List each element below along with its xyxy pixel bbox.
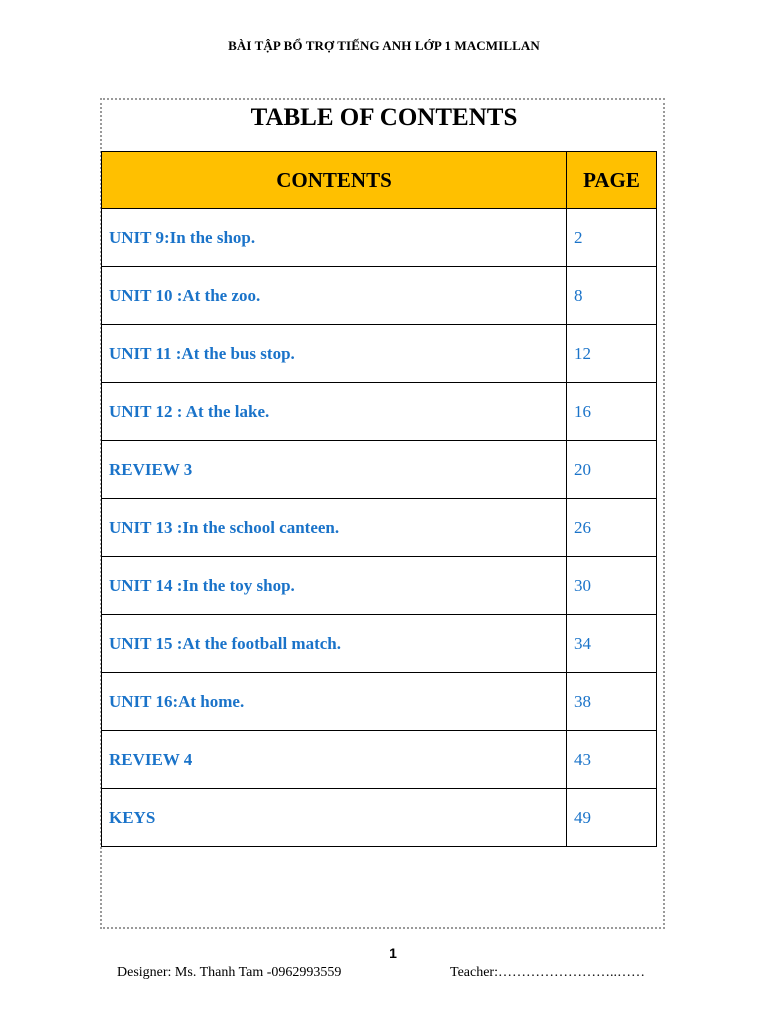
toc-entry-page: 2 — [567, 209, 657, 267]
toc-entry-label: UNIT 9:In the shop. — [102, 209, 567, 267]
page-number: 1 — [389, 945, 397, 961]
toc-entry-label: UNIT 16:At home. — [102, 673, 567, 731]
toc-entry-page: 30 — [567, 557, 657, 615]
table-row — [102, 441, 657, 499]
footer-designer: Designer: Ms. Thanh Tam -0962993559 — [117, 965, 342, 980]
table-row — [102, 789, 657, 847]
toc-entry-page: 8 — [567, 267, 657, 325]
toc-entry-page: 49 — [567, 789, 657, 847]
table-row — [102, 209, 657, 267]
toc-header-row — [102, 152, 657, 209]
table-row — [102, 325, 657, 383]
toc-entry-label: REVIEW 3 — [102, 441, 567, 499]
table-row — [102, 499, 657, 557]
toc-entry-page: 43 — [567, 731, 657, 789]
table-row — [102, 615, 657, 673]
table-row — [102, 557, 657, 615]
table-row — [102, 267, 657, 325]
table-row — [102, 731, 657, 789]
toc-entry-page: 20 — [567, 441, 657, 499]
table-row — [102, 673, 657, 731]
toc-entry-label: KEYS — [102, 789, 567, 847]
toc-table — [101, 151, 657, 847]
footer-teacher: Teacher:……………………..…… — [450, 965, 645, 980]
toc-entry-label: UNIT 11 :At the bus stop. — [102, 325, 567, 383]
toc-entry-label: UNIT 15 :At the football match. — [102, 615, 567, 673]
toc-entry-label: REVIEW 4 — [102, 731, 567, 789]
toc-entry-label: UNIT 13 :In the school canteen. — [102, 499, 567, 557]
toc-entry-page: 34 — [567, 615, 657, 673]
toc-entry-page: 12 — [567, 325, 657, 383]
toc-entry-page: 26 — [567, 499, 657, 557]
toc-entry-page: 38 — [567, 673, 657, 731]
toc-entry-label: UNIT 12 : At the lake. — [102, 383, 567, 441]
contents-column-header: CONTENTS — [102, 152, 567, 209]
toc-entry-label: UNIT 14 :In the toy shop. — [102, 557, 567, 615]
table-row — [102, 383, 657, 441]
toc-entry-label: UNIT 10 :At the zoo. — [102, 267, 567, 325]
toc-entry-page: 16 — [567, 383, 657, 441]
page-column-header: PAGE — [567, 152, 657, 209]
toc-title: TABLE OF CONTENTS — [250, 104, 518, 131]
document-header: BÀI TẬP BỔ TRỢ TIẾNG ANH LỚP 1 MACMILLAN — [228, 38, 540, 53]
